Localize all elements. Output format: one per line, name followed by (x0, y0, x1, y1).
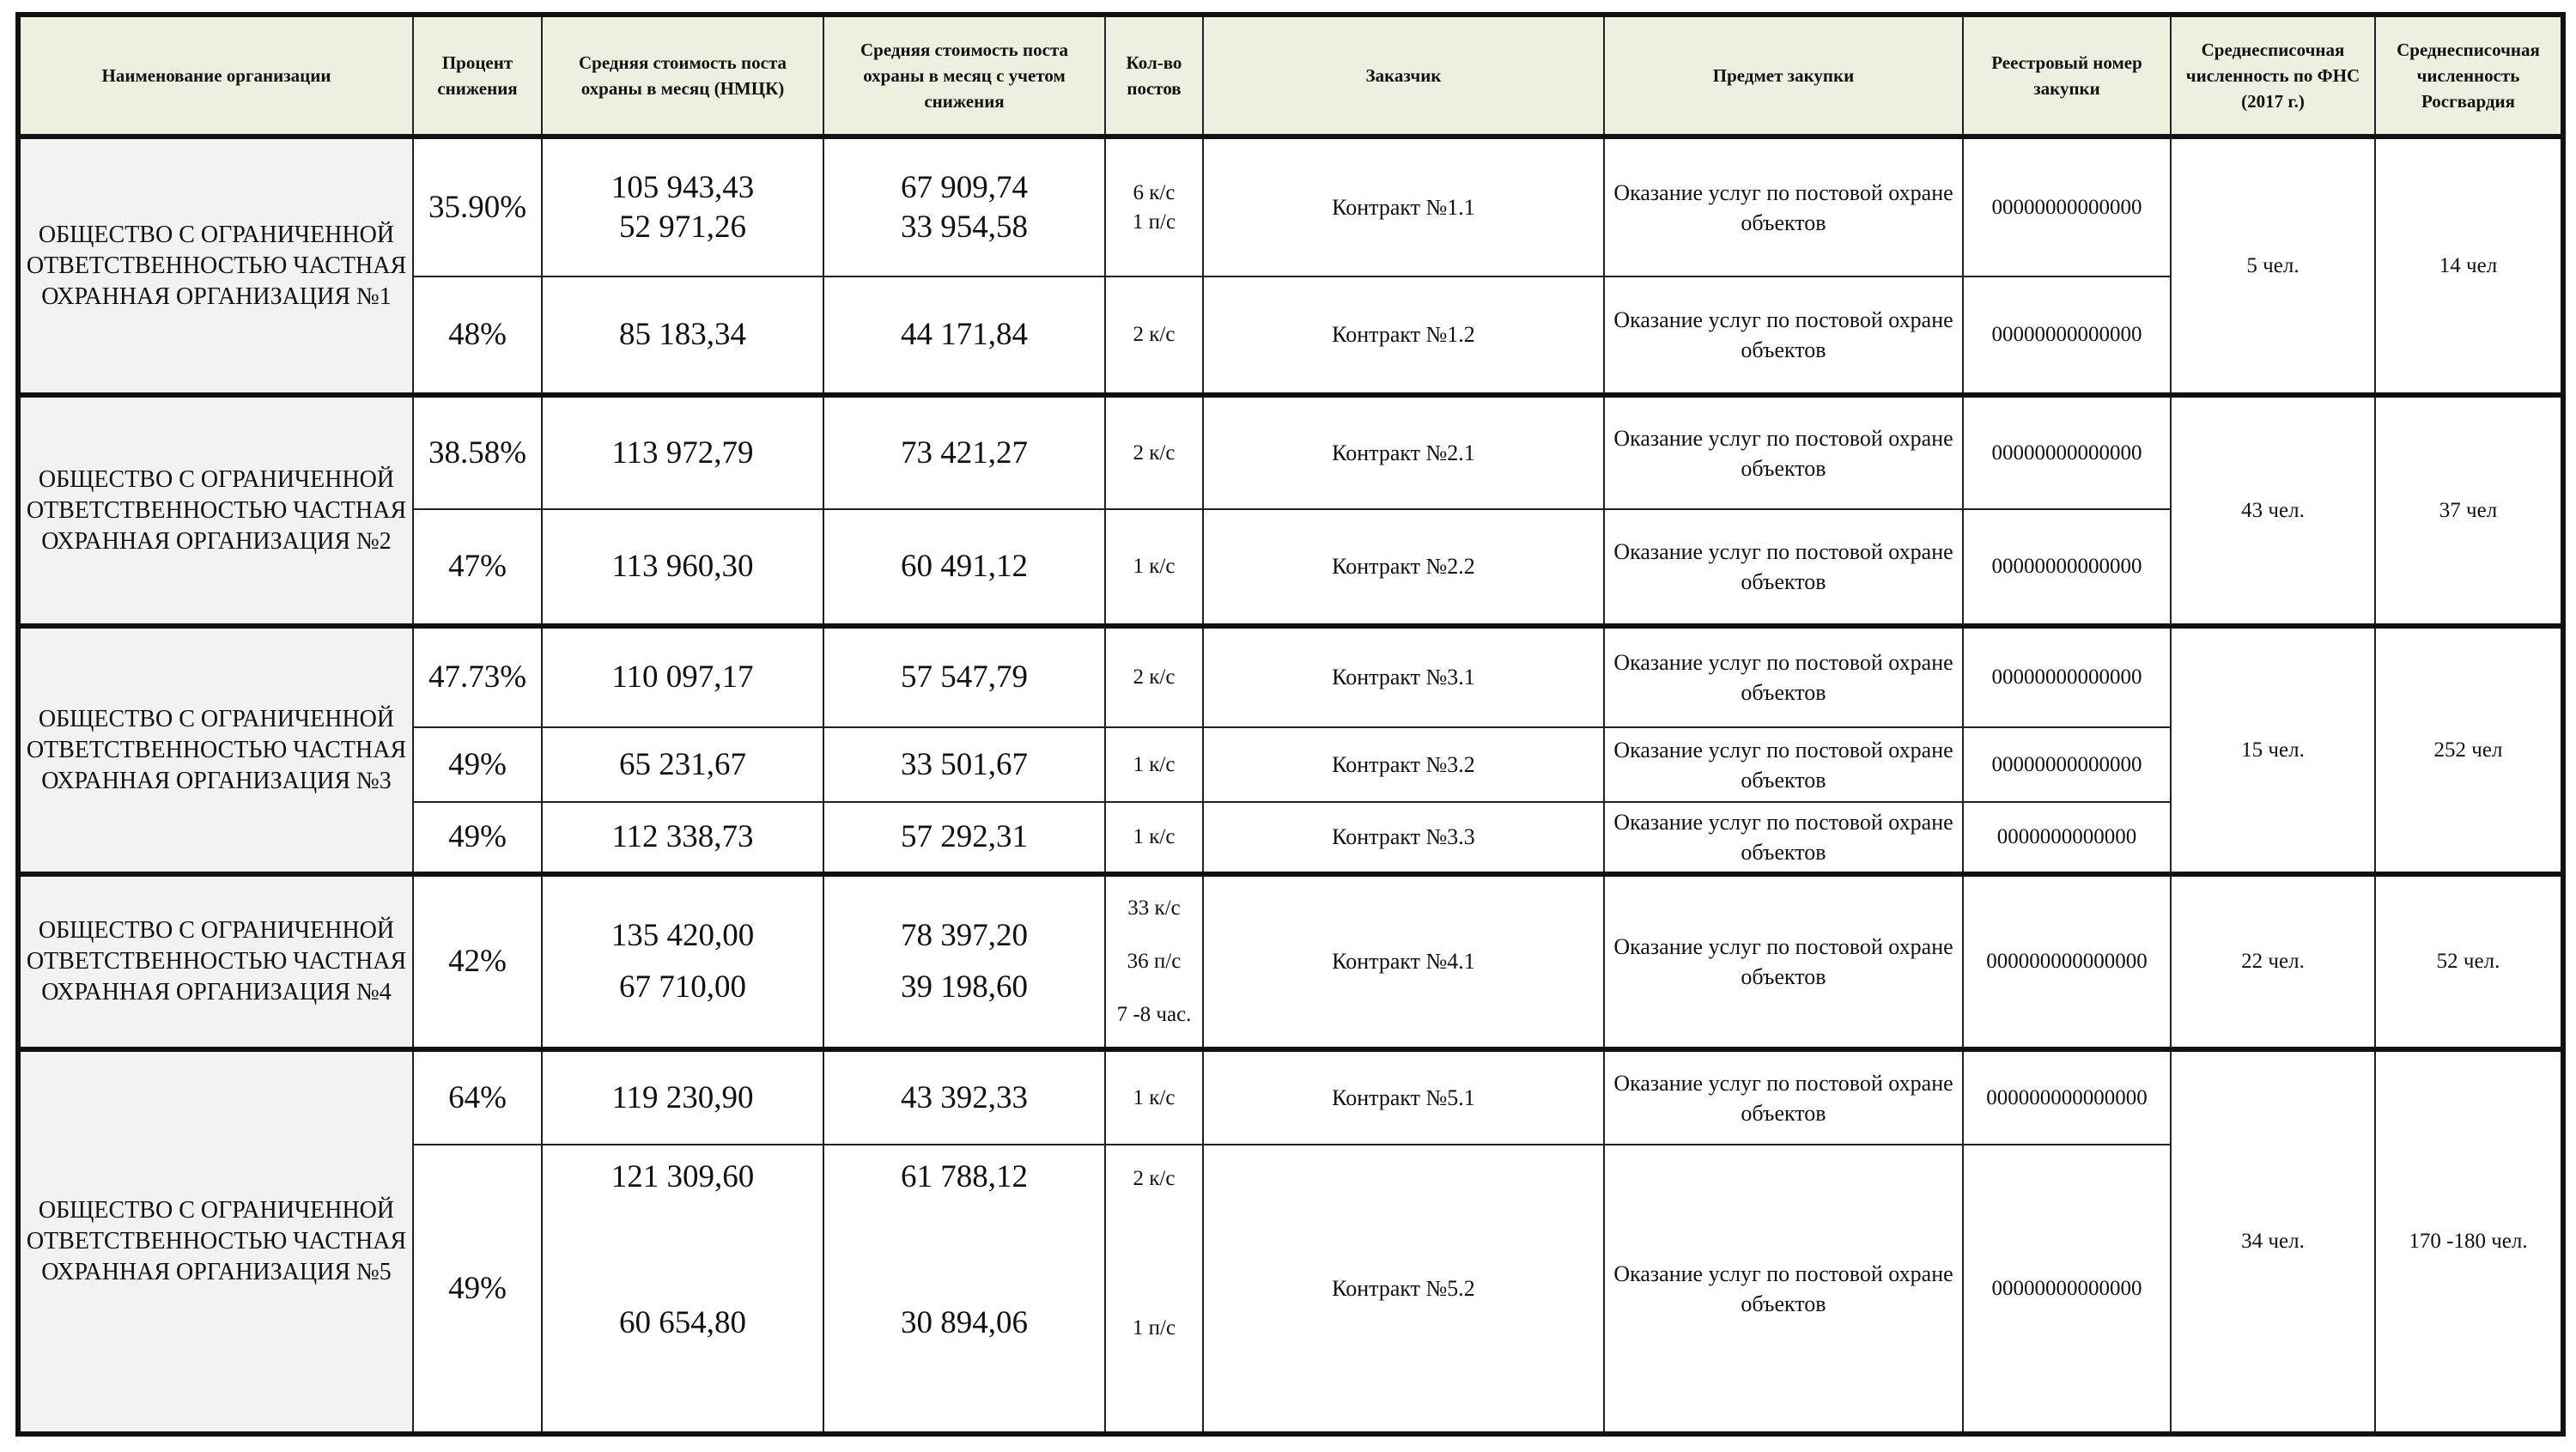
avg-cost-cell-line: 85 183,34 (619, 317, 746, 352)
rosgvardia-count (2375, 1049, 2563, 1434)
customer-cell-line: Контракт №4.1 (1332, 949, 1475, 974)
customer-cell (1203, 874, 1604, 1049)
avg-cost-cell-line: 135 420,00 (611, 918, 755, 953)
registry-cell-line: 00000000000000 (1991, 195, 2142, 219)
registry-cell-line: 00000000000000 (1991, 323, 2142, 346)
avg-cost-reduced-cell-line: 30 894,06 (901, 1305, 1028, 1340)
fns-count-line: 43 чел. (2241, 498, 2305, 522)
subject-cell (1604, 626, 1963, 727)
customer-cell-line: Контракт №3.1 (1332, 665, 1475, 690)
subject-cell (1604, 509, 1963, 626)
rosgvardia-count-line: 170 -180 чел. (2409, 1230, 2528, 1253)
header-posts: Кол-во постов (1105, 15, 1203, 137)
customer-cell-line: Контракт №5.2 (1332, 1275, 1475, 1301)
avg-cost-reduced-cell-line: 67 909,74 (901, 169, 1028, 205)
percent-cell (413, 626, 542, 727)
percent-cell (413, 395, 542, 509)
avg-cost-cell (542, 509, 823, 626)
registry-cell-line: 00000000000000 (1991, 665, 2142, 689)
avg-cost-cell (542, 1049, 823, 1145)
avg-cost-reduced-cell-line: 57 547,79 (901, 659, 1028, 695)
avg-cost-reduced-cell-line: 78 397,20 (901, 918, 1028, 953)
registry-cell (1963, 1049, 2171, 1145)
percent-cell (413, 509, 542, 626)
avg-cost-reduced-cell (823, 626, 1105, 727)
customer-cell-line: Контракт №3.2 (1332, 751, 1475, 777)
avg-cost-cell (542, 276, 823, 395)
subject-cell (1604, 802, 1963, 874)
avg-cost-reduced-cell-line: 61 788,12 (901, 1159, 1028, 1194)
posts-cell-line: 2 к/с (1133, 323, 1176, 346)
subject-cell-line: Оказание услуг по постовой охране объектов (1613, 737, 1953, 793)
avg-cost-cell-line: 112 338,73 (611, 819, 754, 854)
header-avg-cost-reduced: Средняя стоимость поста охраны в месяц с учетом снижения (823, 15, 1105, 137)
customer-cell (1203, 276, 1604, 395)
customer-cell (1203, 395, 1604, 509)
org-name (18, 137, 413, 395)
avg-cost-cell (542, 802, 823, 874)
org-name-line: ОБЩЕСТВО С ОГРАНИЧЕННОЙ ОТВЕТСТВЕННОСТЬЮ ЧАСТНАЯ ОХРАННАЯ ОРГАНИЗАЦИЯ №3 (26, 705, 407, 794)
rosgvardia-count (2375, 395, 2563, 626)
fns-count (2171, 626, 2375, 874)
percent-cell-line: 49% (448, 746, 507, 782)
table-row (18, 395, 2563, 509)
subject-cell-line: Оказание услуг по постовой охране объектов (1613, 650, 1953, 705)
customer-cell (1203, 137, 1604, 276)
percent-cell-line: 42% (448, 944, 507, 979)
subject-cell-line: Оказание услуг по постовой охране объектов (1613, 934, 1953, 989)
posts-cell-line: 1 к/с (1133, 1085, 1176, 1109)
customer-cell-line: Контракт №1.1 (1332, 194, 1475, 220)
avg-cost-reduced-cell (823, 874, 1105, 1049)
percent-cell-line: 49% (448, 1270, 507, 1306)
avg-cost-cell-line: 52 971,26 (619, 209, 746, 245)
subject-cell-line: Оказание услуг по постовой охране объектов (1613, 810, 1953, 865)
rosgvardia-count-line: 37 чел (2439, 498, 2498, 522)
percent-cell (413, 727, 542, 802)
rosgvardia-count-line: 252 чел (2433, 738, 2503, 762)
fns-count-line: 5 чел. (2246, 253, 2300, 277)
org-name-line: ОБЩЕСТВО С ОГРАНИЧЕННОЙ ОТВЕТСТВЕННОСТЬЮ ЧАСТНАЯ ОХРАННАЯ ОРГАНИЗАЦИЯ №1 (26, 221, 407, 310)
subject-cell (1604, 1049, 1963, 1145)
avg-cost-cell-line: 105 943,43 (611, 169, 755, 205)
posts-cell-line: 2 к/с (1133, 1167, 1176, 1190)
avg-cost-reduced-cell-line: 33 954,58 (901, 209, 1028, 245)
customer-cell-line: Контракт №5.1 (1332, 1084, 1475, 1110)
fns-count-line: 22 чел. (2241, 950, 2305, 973)
percent-cell-line: 48% (448, 317, 507, 352)
registry-cell-line: 00000000000000 (1991, 1276, 2142, 1300)
avg-cost-reduced-cell (823, 802, 1105, 874)
avg-cost-reduced-cell (823, 137, 1105, 276)
avg-cost-cell (542, 727, 823, 802)
subject-cell-line: Оказание услуг по постовой охране объектов (1613, 539, 1953, 594)
customer-cell-line: Контракт №1.2 (1332, 322, 1475, 347)
posts-cell (1105, 137, 1203, 276)
customer-cell (1203, 509, 1604, 626)
contracts-table (15, 12, 2566, 1437)
subject-cell-line: Оказание услуг по постовой охране объектов (1613, 1070, 1953, 1126)
registry-cell-line: 0000000000000 (1996, 825, 2137, 848)
fns-count (2171, 137, 2375, 395)
registry-cell (1963, 727, 2171, 802)
subject-cell (1604, 137, 1963, 276)
registry-cell (1963, 137, 2171, 276)
subject-cell-line: Оказание услуг по постовой охране объектов (1613, 1261, 1953, 1316)
avg-cost-reduced-cell-line: 57 292,31 (901, 819, 1028, 854)
avg-cost-reduced-cell (823, 509, 1105, 626)
rosgvardia-count (2375, 137, 2563, 395)
posts-cell (1105, 395, 1203, 509)
fns-count-line: 15 чел. (2241, 738, 2305, 762)
percent-cell-line: 35.90% (428, 189, 527, 225)
avg-cost-cell-line: 113 960,30 (611, 549, 754, 584)
registry-cell (1963, 874, 2171, 1049)
registry-cell (1963, 1145, 2171, 1434)
org-name-line: ОБЩЕСТВО С ОГРАНИЧЕННОЙ ОТВЕТСТВЕННОСТЬЮ ЧАСТНАЯ ОХРАННАЯ ОРГАНИЗАЦИЯ №4 (26, 917, 407, 1005)
percent-cell-line: 47.73% (428, 659, 527, 695)
avg-cost-cell (542, 626, 823, 727)
header-row (18, 15, 2563, 137)
avg-cost-reduced-cell (823, 727, 1105, 802)
avg-cost-cell-line: 67 710,00 (619, 969, 746, 1005)
avg-cost-reduced-cell-line: 73 421,27 (901, 434, 1028, 471)
subject-cell (1604, 276, 1963, 395)
subject-cell (1604, 395, 1963, 509)
avg-cost-cell (542, 1145, 823, 1434)
header-org: Наименование организации (18, 15, 413, 137)
org-name (18, 1049, 413, 1434)
posts-cell-line: 7 -8 час. (1116, 1003, 1192, 1026)
org-name (18, 874, 413, 1049)
posts-cell-line: 1 к/с (1133, 825, 1176, 848)
rosgvardia-count-line: 52 чел. (2436, 950, 2500, 973)
customer-cell (1203, 727, 1604, 802)
avg-cost-reduced-cell-line: 43 392,33 (901, 1079, 1028, 1115)
customer-cell (1203, 802, 1604, 874)
header-rosgvardia: Среднесписочная численность Росгвардия (2375, 15, 2563, 137)
table-row (18, 626, 2563, 727)
table-row (18, 874, 2563, 1049)
customer-cell (1203, 1145, 1604, 1434)
header-registry: Реестровый номер закупки (1963, 15, 2171, 137)
subject-cell (1604, 874, 1963, 1049)
fns-count (2171, 395, 2375, 626)
subject-cell-line: Оказание услуг по постовой охране объектов (1613, 425, 1953, 481)
posts-cell-line: 1 к/с (1133, 555, 1176, 578)
table-body (18, 137, 2563, 1434)
avg-cost-reduced-cell (823, 395, 1105, 509)
avg-cost-cell-line: 65 231,67 (619, 746, 746, 782)
fns-count-line: 34 чел. (2241, 1230, 2305, 1253)
registry-cell (1963, 395, 2171, 509)
registry-cell-line: 00000000000000 (1991, 555, 2142, 578)
rosgvardia-count-line: 14 чел (2439, 253, 2498, 277)
customer-cell-line: Контракт №3.3 (1332, 824, 1475, 849)
avg-cost-reduced-cell-line: 33 501,67 (901, 746, 1028, 782)
posts-cell (1105, 509, 1203, 626)
posts-cell (1105, 276, 1203, 395)
registry-cell (1963, 276, 2171, 395)
avg-cost-cell-line: 110 097,17 (611, 659, 754, 695)
fns-count (2171, 1049, 2375, 1434)
header-percent: Процент снижения (413, 15, 542, 137)
registry-cell (1963, 626, 2171, 727)
subject-cell (1604, 1145, 1963, 1434)
posts-cell-line: 36 п/с (1127, 950, 1182, 973)
registry-cell (1963, 509, 2171, 626)
posts-cell (1105, 1145, 1203, 1434)
avg-cost-cell-line: 121 309,60 (611, 1159, 755, 1194)
posts-cell-line: 2 к/с (1133, 665, 1176, 689)
avg-cost-reduced-cell-line: 39 198,60 (901, 969, 1028, 1005)
avg-cost-cell (542, 395, 823, 509)
posts-cell (1105, 626, 1203, 727)
percent-cell (413, 276, 542, 395)
customer-cell-line: Контракт №2.2 (1332, 554, 1475, 579)
posts-cell (1105, 802, 1203, 874)
subject-cell-line: Оказание услуг по постовой охране объектов (1613, 179, 1953, 235)
header-subject: Предмет закупки (1604, 15, 1963, 137)
org-name (18, 395, 413, 626)
percent-cell (413, 1145, 542, 1434)
percent-cell (413, 137, 542, 276)
org-name-line: ОБЩЕСТВО С ОГРАНИЧЕННОЙ ОТВЕТСТВЕННОСТЬЮ ЧАСТНАЯ ОХРАННАЯ ОРГАНИЗАЦИЯ №5 (26, 1197, 407, 1285)
header-fns: Среднесписочная численность по ФНС (2017 г.) (2171, 15, 2375, 137)
posts-cell (1105, 727, 1203, 802)
avg-cost-reduced-cell-line: 44 171,84 (901, 317, 1028, 352)
customer-cell (1203, 1049, 1604, 1145)
avg-cost-reduced-cell-line: 60 491,12 (901, 549, 1028, 584)
table-row (18, 137, 2563, 276)
posts-cell-line: 1 п/с (1132, 1316, 1176, 1340)
registry-cell-line: 00000000000000 (1991, 440, 2142, 465)
header-customer: Заказчик (1203, 15, 1604, 137)
subject-cell-line: Оказание услуг по постовой охране объектов (1613, 307, 1953, 362)
registry-cell-line: 000000000000000 (1986, 950, 2148, 973)
percent-cell (413, 874, 542, 1049)
avg-cost-cell-line: 113 972,79 (611, 434, 754, 471)
percent-cell-line: 64% (448, 1079, 507, 1115)
avg-cost-reduced-cell (823, 1145, 1105, 1434)
percent-cell (413, 802, 542, 874)
avg-cost-cell-line: 119 230,90 (611, 1079, 754, 1115)
rosgvardia-count (2375, 626, 2563, 874)
customer-cell-line: Контракт №2.1 (1332, 440, 1475, 465)
org-name-line: ОБЩЕСТВО С ОГРАНИЧЕННОЙ ОТВЕТСТВЕННОСТЬЮ ЧАСТНАЯ ОХРАННАЯ ОРГАНИЗАЦИЯ №2 (26, 465, 407, 555)
avg-cost-reduced-cell (823, 1049, 1105, 1145)
posts-cell-line: 1 к/с (1133, 752, 1176, 776)
fns-count (2171, 874, 2375, 1049)
subject-cell (1604, 727, 1963, 802)
registry-cell-line: 00000000000000 (1991, 752, 2142, 776)
percent-cell-line: 38.58% (428, 434, 527, 471)
avg-cost-reduced-cell (823, 276, 1105, 395)
posts-cell-line: 2 к/с (1133, 440, 1176, 465)
registry-cell (1963, 802, 2171, 874)
registry-cell-line: 000000000000000 (1986, 1085, 2148, 1109)
avg-cost-cell-line: 60 654,80 (619, 1305, 746, 1340)
posts-cell (1105, 1049, 1203, 1145)
posts-cell (1105, 874, 1203, 1049)
percent-cell-line: 49% (448, 819, 507, 854)
org-name (18, 626, 413, 874)
posts-cell-line: 6 к/с (1133, 180, 1176, 204)
header-avg-cost: Средняя стоимость поста охраны в месяц (НМЦК) (542, 15, 823, 137)
posts-cell-line: 1 п/с (1132, 210, 1176, 234)
percent-cell-line: 47% (448, 549, 507, 584)
rosgvardia-count (2375, 874, 2563, 1049)
avg-cost-cell (542, 874, 823, 1049)
avg-cost-cell (542, 137, 823, 276)
percent-cell (413, 1049, 542, 1145)
posts-cell-line: 33 к/с (1127, 896, 1181, 920)
customer-cell (1203, 626, 1604, 727)
table-row (18, 1049, 2563, 1145)
